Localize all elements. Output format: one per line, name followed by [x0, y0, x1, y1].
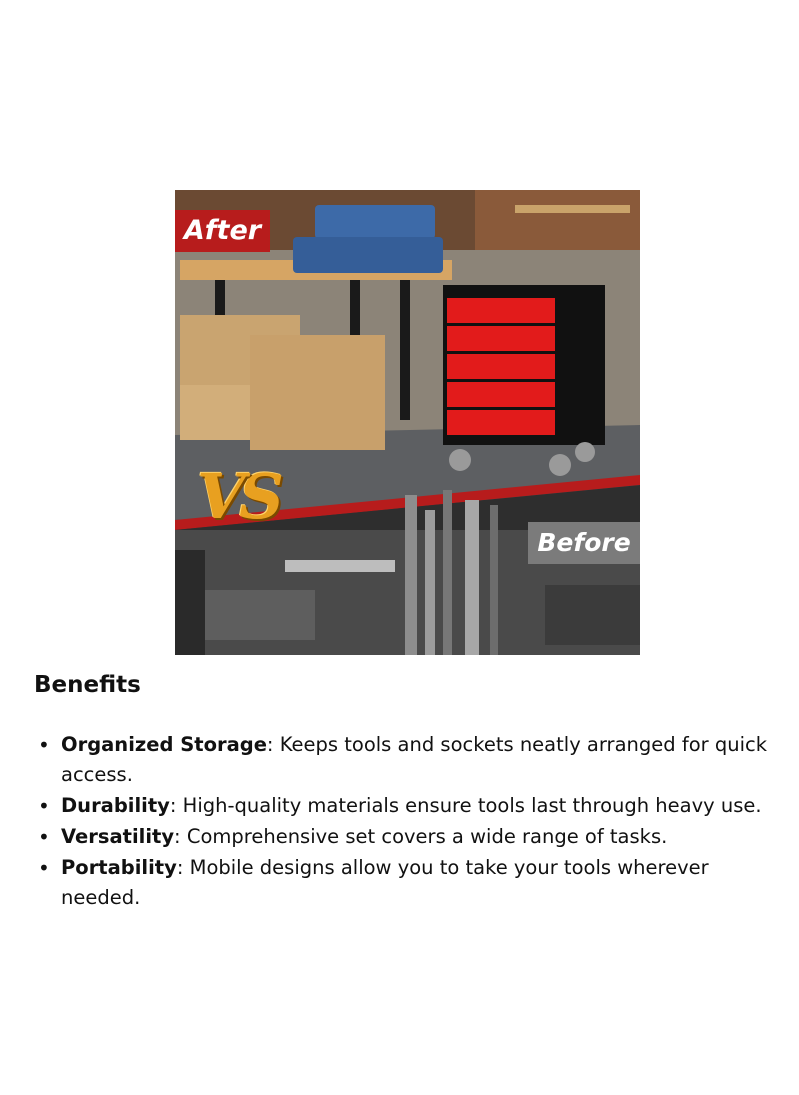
benefit-separator: :: [266, 733, 280, 756]
benefit-text: Keeps tools and sockets neatly arranged for quick access.: [61, 733, 768, 786]
before-label: Before: [528, 522, 640, 564]
benefit-item-versatility: [36, 822, 781, 852]
benefit-separator: :: [169, 794, 183, 817]
benefits-heading: Benefits: [34, 672, 141, 698]
benefit-title: Organized Storage: [61, 733, 267, 756]
benefit-text: Comprehensive set covers a wide range of tasks.: [186, 825, 668, 848]
benefit-title: Durability: [61, 794, 170, 817]
vs-badge: VS: [197, 460, 278, 533]
bullet-icon: •: [38, 733, 50, 757]
after-before-scene: [175, 190, 640, 655]
benefit-item-organized-storage: [36, 730, 781, 790]
benefit-text: High-quality materials ensure tools last through heavy use.: [182, 794, 762, 817]
benefit-separator: :: [176, 856, 190, 879]
after-label: After: [175, 210, 270, 252]
product-comparison-image: [175, 190, 640, 655]
bullet-icon: •: [38, 825, 50, 849]
benefit-separator: :: [174, 825, 187, 848]
bullet-icon: •: [38, 856, 50, 880]
bullet-icon: •: [38, 794, 50, 818]
benefit-item-durability: [36, 791, 781, 821]
benefits-list: [36, 730, 781, 914]
benefit-title: Versatility: [61, 825, 175, 848]
benefit-item-portability: [36, 853, 781, 913]
benefit-text: Mobile designs allow you to take your tools wherever needed.: [61, 856, 709, 909]
benefit-title: Portability: [61, 856, 177, 879]
